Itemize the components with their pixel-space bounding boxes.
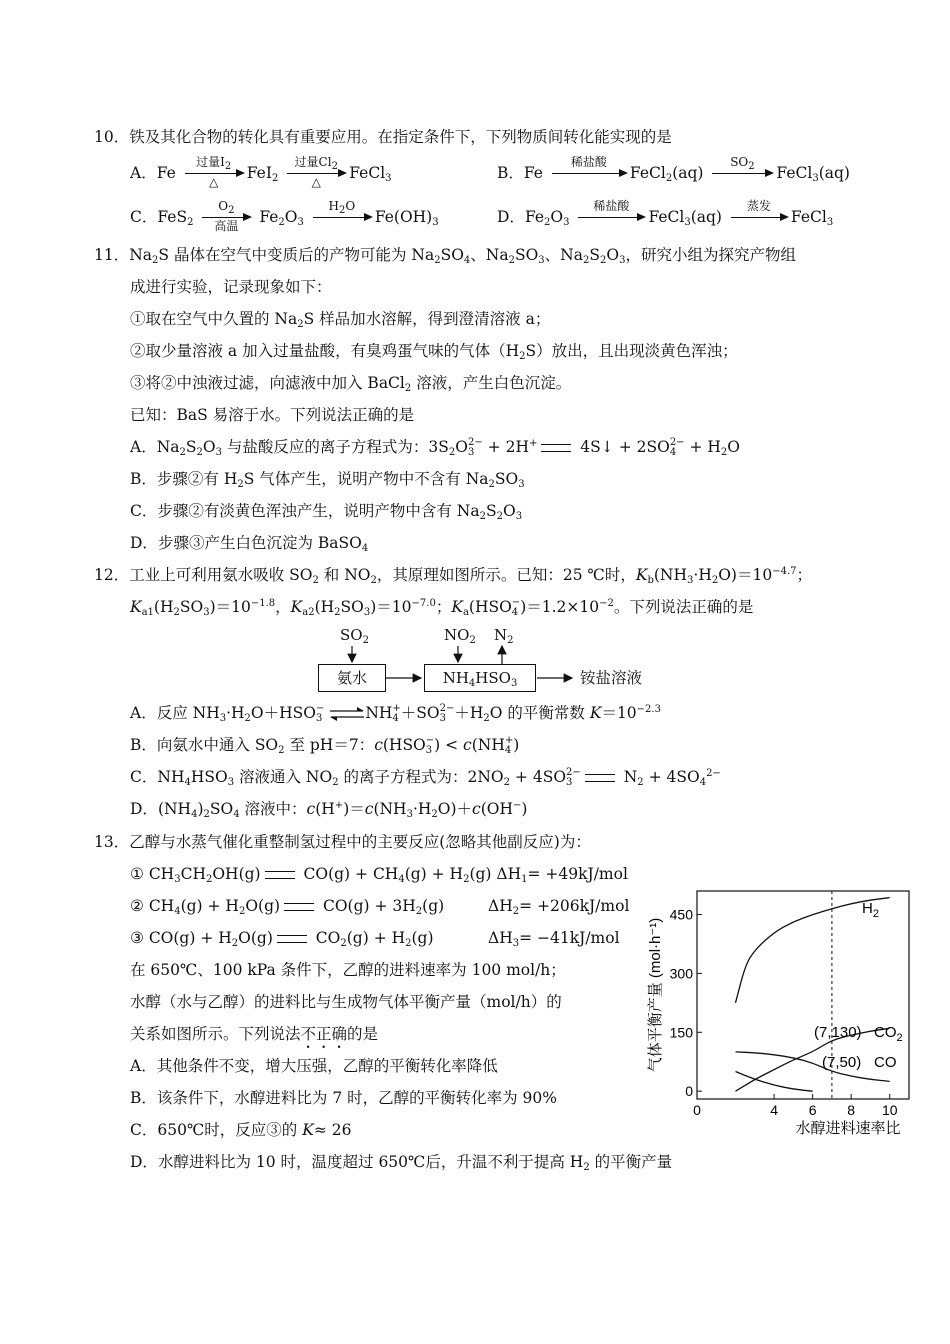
- q13-option-b[interactable]: B．该条件下，水醇进料比为 7 时，乙醇的平衡转化率为 90%: [130, 1089, 557, 1107]
- no2-label: $NO_2$: [444, 626, 476, 646]
- x-tick-label: 0: [693, 1102, 701, 1118]
- reaction-arrow: 过量$I_2$ △: [183, 163, 245, 185]
- q11-option-c[interactable]: C．步骤②有淡黄色浑浊产生，说明产物中含有 $Na_2S_2O_3$: [130, 502, 523, 522]
- annotation-point: (7,50): [822, 1054, 862, 1071]
- so2-label: $SO_2$: [340, 626, 369, 646]
- reaction-arrow: $O_2$ 高温: [200, 207, 252, 229]
- q13-option-c[interactable]: C．650℃时，反应③的 K≈ 26: [130, 1121, 352, 1139]
- y-tick-label: 450: [669, 906, 693, 923]
- y-tick-label: 0: [685, 1083, 693, 1100]
- x-tick-label: 6: [808, 1102, 817, 1118]
- q12-option-b[interactable]: B．向氨水中通入 $SO_2$ 至 pH＝7：c(HSO − 3 ) < c(NH + 4 ): [130, 735, 520, 756]
- q10-stem: 10．铁及其化合物的转化具有重要应用。在指定条件下，下列物质间转化能实现的是: [94, 128, 672, 146]
- x-tick-label: 8: [847, 1102, 856, 1118]
- reaction-arrow: $SO_2$: [710, 163, 774, 185]
- q11-step2: ②取少量溶液 a 加入过量盐酸，有臭鸡蛋气味的气体$(H_2S)$放出，且出现淡黄色浑浊；: [130, 342, 738, 362]
- ammonia-box: 氨水: [318, 664, 386, 692]
- q12-stem-line2: $K_{a1}(H_2SO_3)=10^{-1.8}$，$K_{a2}(H_2SO_3)=10^{-7.0}$；$K_a(HSO$ − 4 )$=1.2\times 10^{-2}$。下列说法正确的是: [130, 597, 754, 618]
- series-ch4: [736, 1072, 813, 1092]
- q13-dh3: $\Delta H_3= -41kJ/mol$: [488, 929, 620, 949]
- series-co2: [736, 1028, 890, 1091]
- q13-dh2: $\Delta H_2= +206kJ/mol$: [488, 897, 630, 917]
- q13-reaction3: ③ $CO(g) + H_2O(g) CO_2(g) + H_2(g)$: [130, 929, 434, 949]
- reaction-arrow: 稀盐酸: [576, 207, 646, 229]
- reaction-arrow: $H_2O$: [311, 207, 373, 229]
- q13-reaction1: ① $CH_3CH_2OH(g) CO(g) + CH_4(g) + H_2(g)$ $\Delta H_1= +49kJ/mol$: [130, 865, 628, 885]
- y-axis-label: 气体平衡产量 (mol·h⁻¹): [647, 917, 664, 1073]
- reaction-arrow: 蒸发: [729, 207, 789, 229]
- ammonium-salt-label: 铵盐溶液: [580, 669, 643, 687]
- y-tick-label: 300: [669, 965, 693, 982]
- q11-option-d[interactable]: D．步骤③产生白色沉淀为 BaSO$_4$: [130, 534, 369, 554]
- series-label-h2: $H_2$: [862, 900, 879, 920]
- series-label-co: CO: [874, 1054, 897, 1071]
- n2-label: $N_2$: [494, 626, 514, 646]
- q11-known: 已知：BaS 易溶于水。下列说法正确的是: [130, 406, 415, 424]
- q10-option-b[interactable]: B．Fe 稀盐酸 FeCl$_2$(aq) $SO_2$ FeCl$_3$(aq): [497, 155, 850, 184]
- series-label-co2: $CO_2$: [874, 1024, 903, 1044]
- reaction-arrow: 稀盐酸: [550, 163, 628, 185]
- q13-reaction2: ② $CH_4(g) + H_2O(g) CO(g) + 3H_2(g)$: [130, 897, 445, 917]
- q12-option-a[interactable]: A．反应 $NH_3\cdot H_2O+HSO$ − 3 NH + 4 ＋SO 2− 3 $+H_2O$ 的平衡常数 $K=10^{-2.3}$: [130, 703, 661, 724]
- y-tick-label: 150: [669, 1024, 693, 1041]
- q13-option-d[interactable]: D．水醇进料比为 10 时，温度超过 650℃后，升温不利于提高 $H_2$ 的平衡产量: [130, 1153, 673, 1173]
- q11-stem-line1: 11．$Na_2S$ 晶体在空气中变质后的产物可能为 $Na_2SO_4$、$Na_2SO_3$、$Na_2S_2O_3$，研究小组为探究产物组: [94, 246, 796, 266]
- q11-option-b[interactable]: B．步骤②有 $H_2S$ 气体产生，说明产物中不含有 $Na_2SO_3$: [130, 470, 525, 490]
- q12-stem-line1: 12．工业上可利用氨水吸收 $SO_2$ 和 $NO_2$，其原理如图所示。已知：25 ℃时，$K_b(NH_3\cdot H_2O)=10^{-4.7}$；: [94, 566, 813, 586]
- x-tick-label: 10: [881, 1102, 898, 1118]
- q11-step1: ①取在空气中久置的 $Na_2S$ 样品加水溶解，得到澄清溶液 a；: [130, 310, 551, 330]
- x-axis-label: 水醇进料速率比: [795, 1120, 901, 1137]
- q11-step3: ③将②中浊液过滤，向滤液中加入 BaCl$_2$ 溶液，产生白色沉淀。: [130, 374, 572, 394]
- q10-option-d[interactable]: D．$Fe_2O_3$ 稀盐酸 FeCl$_3$(aq) 蒸发 FeCl$_3$: [497, 199, 834, 228]
- q13-option-a[interactable]: A．其他条件不变，增大压强，乙醇的平衡转化率降低: [130, 1057, 498, 1075]
- q12-option-c[interactable]: C．$NH_4HSO_3$ 溶液通入 $NO_2$ 的离子方程式为：$2NO_2 + 4SO$ 2− 3 $N_2 + 4SO_4^{2-}$: [130, 767, 721, 788]
- q11-option-a[interactable]: A．$Na_2S_2O_3$ 与盐酸反应的离子方程式为：$3S_2O$ 2− 3 + 2H+ 4S↓ + 2SO 2− 4 + $H_2O$: [130, 437, 741, 458]
- q10-option-a[interactable]: A．Fe 过量$I_2$ △ FeI$_2$ 过量$Cl_2$ △ FeCl$_3$: [130, 155, 392, 189]
- q12-option-d[interactable]: D．$(NH_4)_2SO_4$ 溶液中：$c(H^+)=c(NH_3\cdot H_2O)+c(OH^-)$: [130, 800, 528, 820]
- q13-stem: 13．乙醇与水蒸气催化重整制氢过程中的主要反应(忽略其他副反应)为：: [94, 833, 591, 851]
- q13-condition1: 在 650℃、100 kPa 条件下，乙醇的进料速率为 100 mol/h；: [130, 961, 566, 979]
- q13-condition2: 水醇（水与乙醇）的进料比与生成物气体平衡产量（mol/h）的: [130, 993, 562, 1011]
- q11-stem-line2: 成进行实验，记录现象如下：: [130, 278, 332, 296]
- q10-option-c[interactable]: C．FeS$_2$ $O_2$ 高温 $Fe_2O_3$ $H_2O$ $Fe(OH)_3$: [130, 199, 439, 233]
- q13-condition3: 关系如图所示。下列说法不正确的是: [130, 1025, 379, 1043]
- reaction-arrow: 过量$Cl_2$ △: [285, 163, 347, 185]
- nh4hso3-box: $NH_4HSO_3$: [424, 664, 536, 692]
- x-tick-label: 4: [770, 1102, 778, 1118]
- annotation-point: (7,130): [814, 1024, 862, 1041]
